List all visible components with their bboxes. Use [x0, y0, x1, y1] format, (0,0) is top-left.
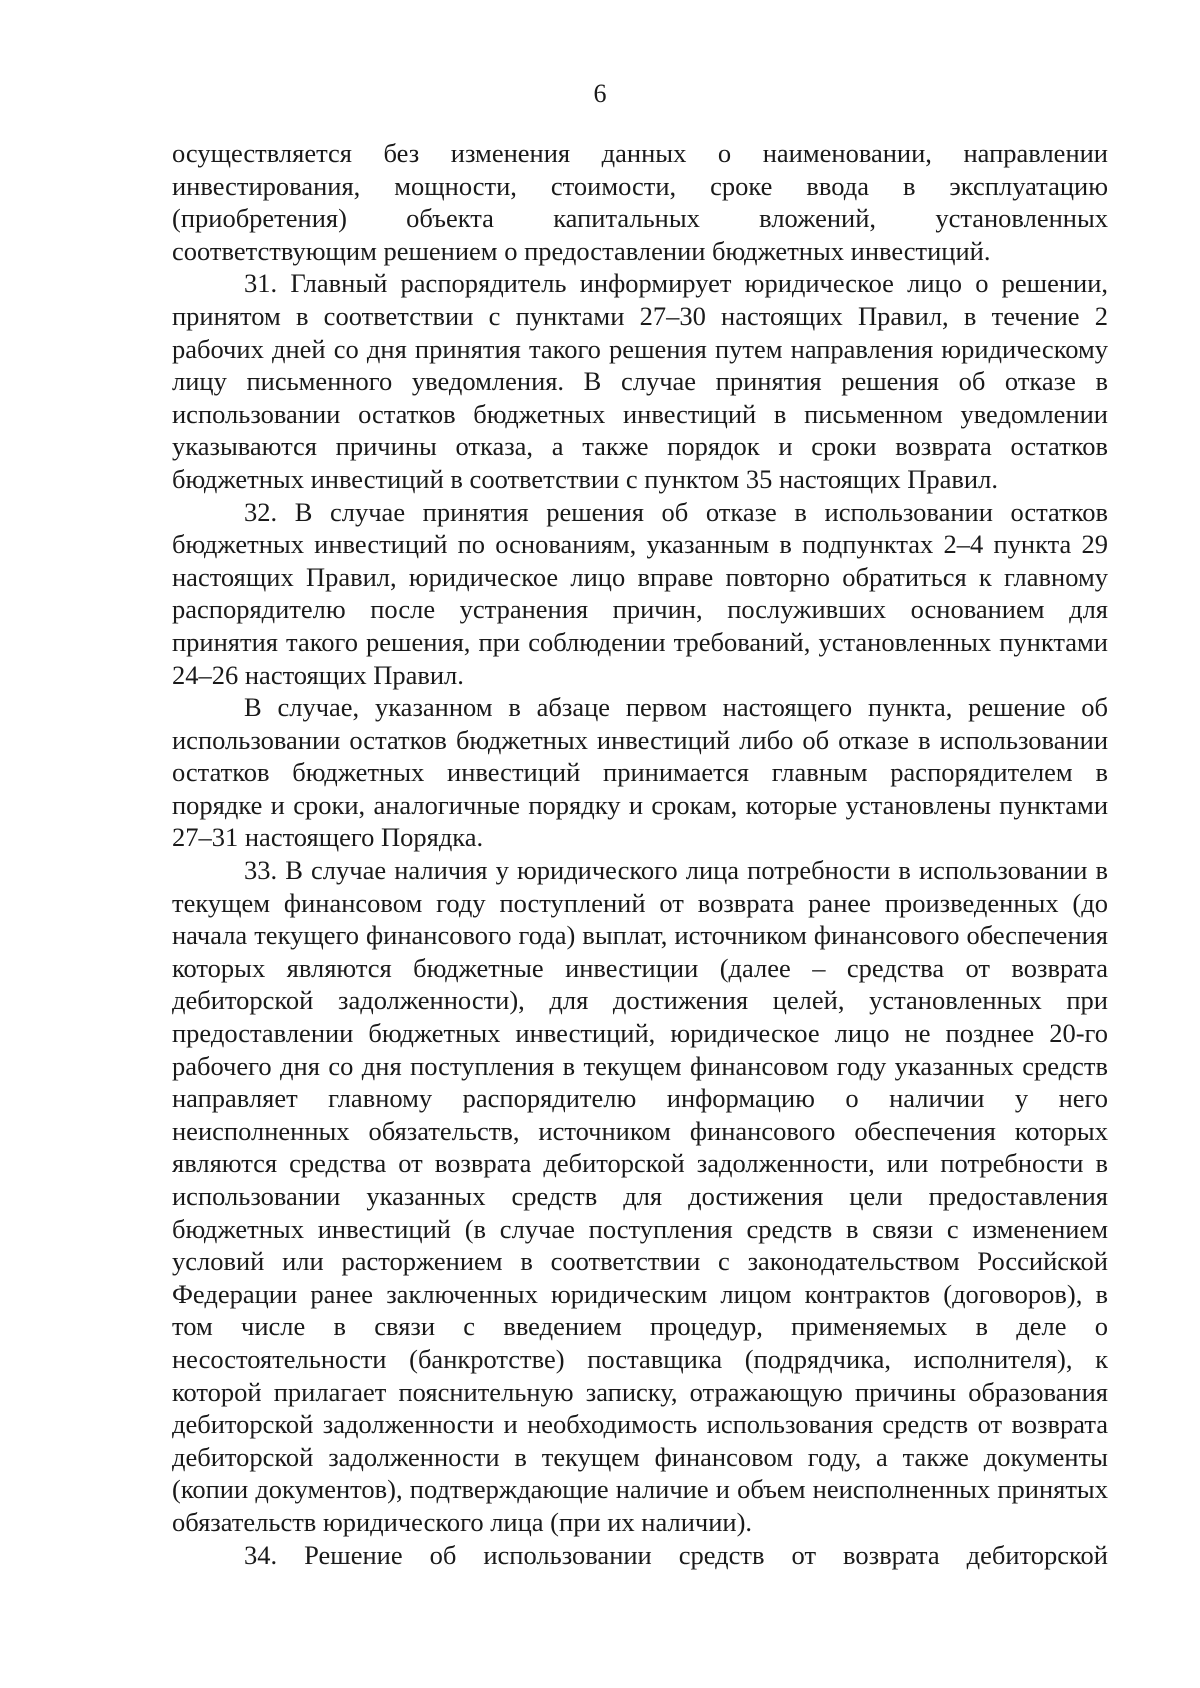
document-body: [172, 137, 1108, 1571]
page-number: 6: [593, 79, 607, 108]
paragraph-34: 34. Решение об использовании средств от возврата дебиторской: [244, 1539, 1108, 1570]
paragraph-continuation: осуществляется без изменения данных о наименовании, направлении инвестирования, мощности, стоимости, сроке ввода в эксплуатацию (приобретения) объекта капитальных вложений, установленных соответствующим решением о предоставлении бюджетных инвестиций.: [172, 138, 1108, 266]
paragraph-32: 32. В случае принятия решения об отказе в использовании остатков бюджетных инвестиций по основаниям, указанным в подпунктах 2–4 пункта 29 настоящих Правил, юридическое лицо вправе повторно обратиться к главному распорядителю после устранения причин, послуживших основанием для принятия такого решения, при соблюдении требований, установленных пунктами 24–26 настоящих Правил.: [172, 496, 1108, 690]
paragraph-32-second: В случае, указанном в абзаце первом настоящего пункта, решение об использовании остатков бюджетных инвестиций либо об отказе в использовании остатков бюджетных инвестиций принимается главным распорядителем в порядке и сроки, аналогичные порядку и срокам, которые установлены пунктами 27–31 настоящего Порядка.: [172, 692, 1108, 853]
paragraph-31: 31. Главный распорядитель информирует юридическое лицо о решении, принятом в соответствии с пунктами 27–30 настоящих Правил, в течение 2 рабочих дней со дня принятия такого решения путем направления юридическому лицу письменного уведомления. В случае принятия решения об отказе в использовании остатков бюджетных инвестиций в письменном уведомлении указываются причины отказа, а также порядок и сроки возврата остатков бюджетных инвестиций в соответствии с пунктом 35 настоящих Правил.: [172, 268, 1108, 494]
paragraph-33: 33. В случае наличия у юридического лица потребности в использовании в текущем финансовом году поступлений от возврата ранее произведенных (до начала текущего финансового года) выплат, источником финансового обеспечения которых являются бюджетные инвестиции (далее – средства от возврата дебиторской задолженности), для достижения целей, установленных при предоставлении бюджетных инвестиций, юридическое лицо не позднее 20-го рабочего дня со дня поступления в текущем финансовом году указанных средств направляет главному распорядителю информацию о наличии у него неисполненных обязательств, источником финансового обеспечения которых являются средства от возврата дебиторской задолженности, или потребности в использовании указанных средств для достижения цели предоставления бюджетных инвестиций (в случае поступления средств в связи с изменением условий или расторжением в соответствии с законодательством Российской Федерации ранее заключенных юридическим лицом контрактов (договоров), в том числе в связи с введением процедур, применяемых в деле о несостоятельности (банкротстве) поставщика (подрядчика, исполнителя), к которой прилагает пояснительную записку, отражающую причины образования дебиторской задолженности и необходимость использования средств от возврата дебиторской задолженности в текущем финансовом году, а также документы (копии документов), подтверждающие наличие и объем неисполненных принятых обязательств юридического лица (при их наличии).: [172, 855, 1108, 1537]
